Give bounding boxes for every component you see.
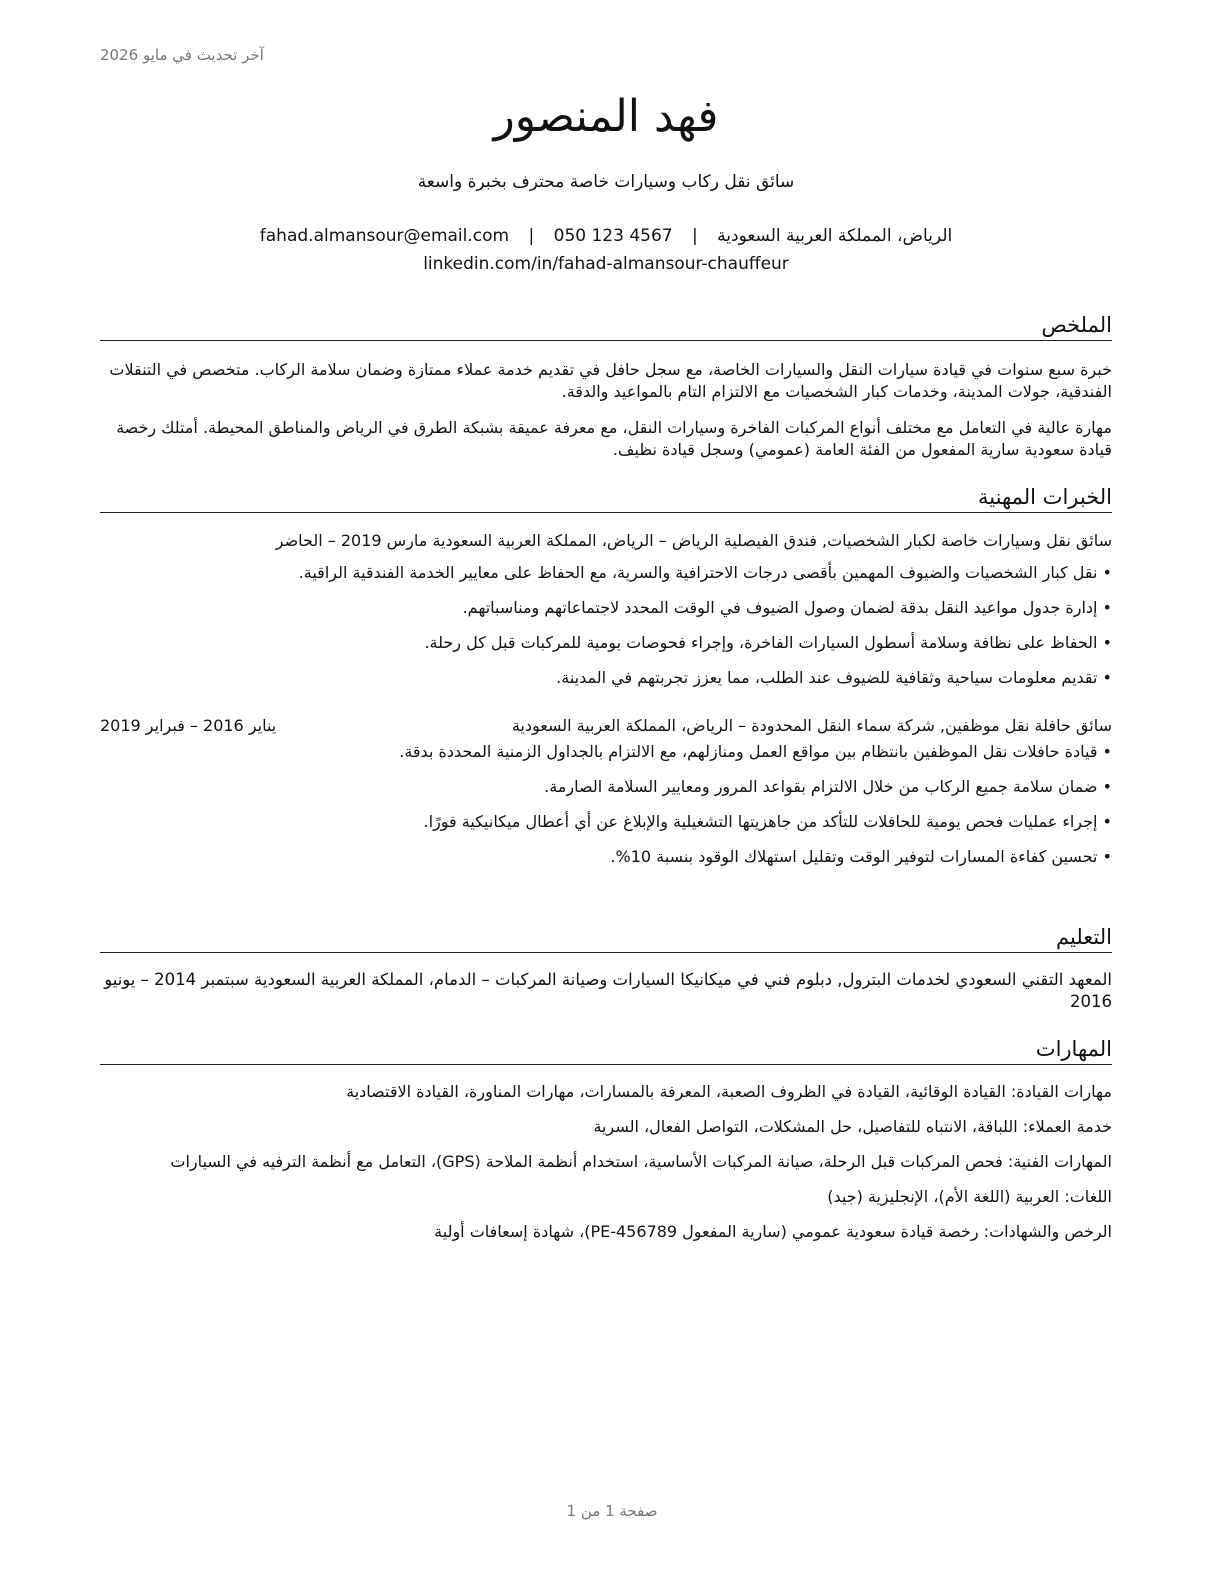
contact-phone: 050 123 4567 — [553, 226, 673, 246]
contact-separator: | — [528, 226, 535, 246]
experience-section — [100, 482, 1112, 880]
last-updated: آخر تحديث في مايو 2026 — [100, 46, 264, 64]
skill-item: مهارات القيادة: القيادة الوقائية، القيادة في الظروف الصعبة، المعرفة بالمسارات، مهارات المناورة، القيادة الاقتصادية — [346, 1082, 1112, 1101]
job-bullet: • إجراء عمليات فحص يومية للحافلات للتأكد من جاهزيتها التشغيلية والإبلاغ عن أي أعطال ميكانيكية فورًا. — [100, 810, 1112, 834]
contact-location: الرياض، المملكة العربية السعودية — [717, 226, 953, 246]
job-dates: يناير 2016 – فبراير 2019 — [100, 716, 277, 735]
skills-section — [100, 1034, 1112, 1256]
skill-item: المهارات الفنية: فحص المركبات قبل الرحلة، صيانة المركبات الأساسية، استخدام أنظمة الملاحة (GPS)، التعامل مع أنظمة الترفيه في السيارات — [170, 1152, 1112, 1171]
skill-item: الرخص والشهادات: رخصة قيادة سعودية عمومي (سارية المفعول PE-456789)، شهادة إسعافات أولية — [434, 1222, 1112, 1241]
summary-paragraph: خبرة سبع سنوات في قيادة سيارات النقل والسيارات الخاصة، مع سجل حافل في تقديم خدمة عملاء ممتازة وضمان سلامة الركاب. متخصص في التنقلات الفندقية، جولات المدينة، وخدمات كبار الشخصيات مع الالتزام التام بالمواعيد والدقة. — [109, 360, 1112, 401]
contact-linkedin[interactable]: linkedin.com/in/fahad-almansour-chauffeur — [423, 254, 789, 274]
summary-paragraph: مهارة عالية في التعامل مع مختلف أنواع المركبات الفاخرة وسيارات النقل، مع معرفة عميقة بشبكة الطرق في الرياض والمناطق المحيطة. أمتلك رخصة قيادة سعودية سارية المفعول من الفئة العامة (عمومي) وسجل قيادة نظيف. — [116, 418, 1112, 459]
job-bullets — [100, 740, 1112, 869]
job-heading — [100, 714, 1112, 738]
job-heading: سائق نقل وسيارات خاصة لكبار الشخصيات, فندق الفيصلية الرياض – الرياض، المملكة العربية السعودية مارس 2019 – الحاضر — [275, 531, 1112, 550]
education-section — [100, 922, 1112, 1013]
job-bullet: • قيادة حافلات نقل الموظفين بانتظام بين مواقع العمل ومنازلهم، مع الالتزام بالجداول الزمنية المحددة بدقة. — [100, 740, 1112, 764]
job-bullet: • الحفاظ على نظافة وسلامة أسطول السيارات الفاخرة، وإجراء فحوصات يومية للمركبات قبل كل رحلة. — [100, 631, 1112, 655]
section-heading: الخبرات المهنية — [100, 482, 1112, 513]
contact-email[interactable]: fahad.almansour@email.com — [259, 226, 510, 246]
candidate-tagline: سائق نقل ركاب وسيارات خاصة محترف بخبرة واسعة — [417, 172, 795, 192]
skill-item: خدمة العملاء: اللباقة، الانتباه للتفاصيل، حل المشكلات، التواصل الفعال، السرية — [593, 1117, 1112, 1136]
contact-info — [100, 222, 1112, 278]
contact-separator: | — [692, 226, 698, 246]
job-bullet: • تقديم معلومات سياحية وثقافية للضيوف عند الطلب، مما يعزز تجربتهم في المدينة. — [100, 666, 1112, 690]
section-heading: الملخص — [100, 310, 1112, 341]
job-bullets — [100, 561, 1112, 690]
summary-section — [100, 310, 1112, 461]
job-bullet: • تحسين كفاءة المسارات لتوفير الوقت وتقليل استهلاك الوقود بنسبة 10%. — [100, 845, 1112, 869]
job-entry — [100, 529, 1112, 690]
section-heading: المهارات — [100, 1034, 1112, 1065]
job-entry — [100, 714, 1112, 869]
candidate-name: فهد المنصور — [493, 91, 719, 142]
job-title: سائق حافلة نقل موظفين, شركة سماء النقل المحدودة – الرياض، المملكة العربية السعودية — [511, 716, 1112, 735]
job-bullet: • نقل كبار الشخصيات والضيوف المهمين بأقصى درجات الاحترافية والسرية، مع الحفاظ على معايير الخدمة الفندقية الراقية. — [100, 561, 1112, 585]
skills-list — [100, 1081, 1112, 1243]
job-bullet: • إدارة جدول مواعيد النقل بدقة لضمان وصول الضيوف في الوقت المحدد لاجتماعاتهم ومناسباتهم. — [100, 596, 1112, 620]
job-bullet: • ضمان سلامة جميع الركاب من خلال الالتزام بقواعد المرور ومعايير السلامة الصارمة. — [100, 775, 1112, 799]
page-number: صفحة 1 من 1 — [566, 1502, 658, 1520]
resume-page — [100, 0, 1112, 1584]
education-entry: المعهد التقني السعودي لخدمات البترول, دبلوم فني في ميكانيكا السيارات وصيانة المركبات – الدمام، المملكة العربية السعودية سبتمبر 2014 – يونيو 2016 — [104, 970, 1112, 1011]
skill-item: اللغات: العربية (اللغة الأم)، الإنجليزية (جيد) — [827, 1187, 1112, 1206]
section-heading: التعليم — [100, 922, 1112, 953]
